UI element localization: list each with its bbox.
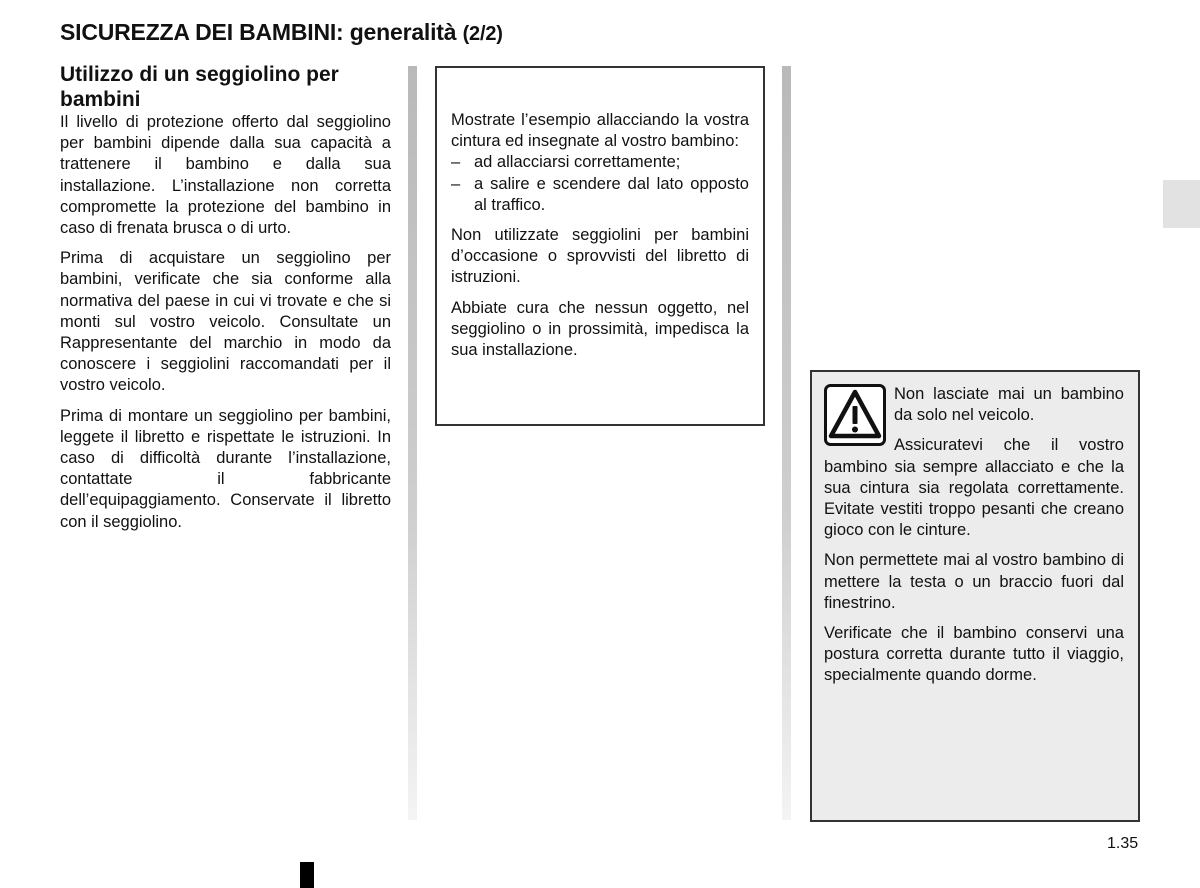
paragraph: Prima di montare un seggiolino per bambini, leggete il libretto e rispettate le istruzioni. In caso di difficoltà durante l’installazione, contattate il fabbricante dell’equipaggiamento. Conservate il libretto con il seggiolino. — [60, 406, 391, 531]
paragraph: Assicuratevi che il vostro bambino sia sempre allacciato e che la sua cintura sia regolata correttamente. Evitate vestiti troppo pesanti che creano gioco con le cinture. — [824, 436, 1124, 540]
paragraph: Non lasciate mai un bambino da solo nel veicolo. — [894, 385, 1124, 425]
info-intro: Mostrate l’esempio allacciando la vostra cintura ed insegnate al vostro bambino: — [451, 111, 749, 151]
main-column — [60, 62, 391, 542]
column-divider — [782, 66, 791, 820]
info-list — [451, 152, 749, 216]
crop-mark — [300, 862, 314, 888]
list-item — [451, 174, 749, 216]
warning-box — [810, 370, 1140, 822]
paragraph: Verificate che il bambino conservi una postura corretta durante tutto il viaggio, specialmente quando dorme. — [824, 624, 1124, 685]
warning-triangle-icon — [824, 384, 886, 446]
page-title-text: SICUREZZA DEI BAMBINI: generalità — [60, 19, 457, 45]
page-number: 1.35 — [1107, 835, 1139, 852]
list-marker: – — [451, 174, 461, 193]
paragraph: Il livello di protezione offerto dal seggiolino per bambini dipende dalla sua capacità a trattenere il bambino e dalla sua installazione. L’installazione non corretta compromette la protezione del bambino in caso di frenata brusca o di urto. — [60, 113, 391, 238]
section-tab — [1163, 180, 1200, 228]
info-box — [435, 66, 765, 426]
page-title — [60, 19, 503, 46]
list-item-text: ad allacciarsi correttamente; — [474, 153, 681, 172]
section-heading: Utilizzo di un seggiolino per bambini — [60, 63, 339, 111]
list-item-text: a salire e scendere dal lato opposto al traffico. — [474, 174, 749, 214]
column-divider — [408, 66, 417, 820]
paragraph: Non permettete mai al vostro bambino di mettere la testa o un braccio fuori dal finestrino. — [824, 551, 1124, 612]
page-title-part: (2/2) — [462, 23, 503, 45]
paragraph: Abbiate cura che nessun oggetto, nel seggiolino o in prossimità, impedisca la sua installazione. — [451, 298, 749, 360]
paragraph: Prima di acquistare un seggiolino per bambini, verificate che sia conforme alla normativa del paese in cui vi trovate e che si monti sul vostro veicolo. Consultate un Rappresentante del marchio in modo da conoscere i seggiolini raccomandati per il vostro veicolo. — [60, 249, 391, 395]
paragraph: Non utilizzate seggiolini per bambini d’occasione o sprovvisti del libretto di istruzioni. — [451, 226, 749, 287]
list-item — [451, 152, 749, 173]
list-marker: – — [451, 153, 461, 172]
